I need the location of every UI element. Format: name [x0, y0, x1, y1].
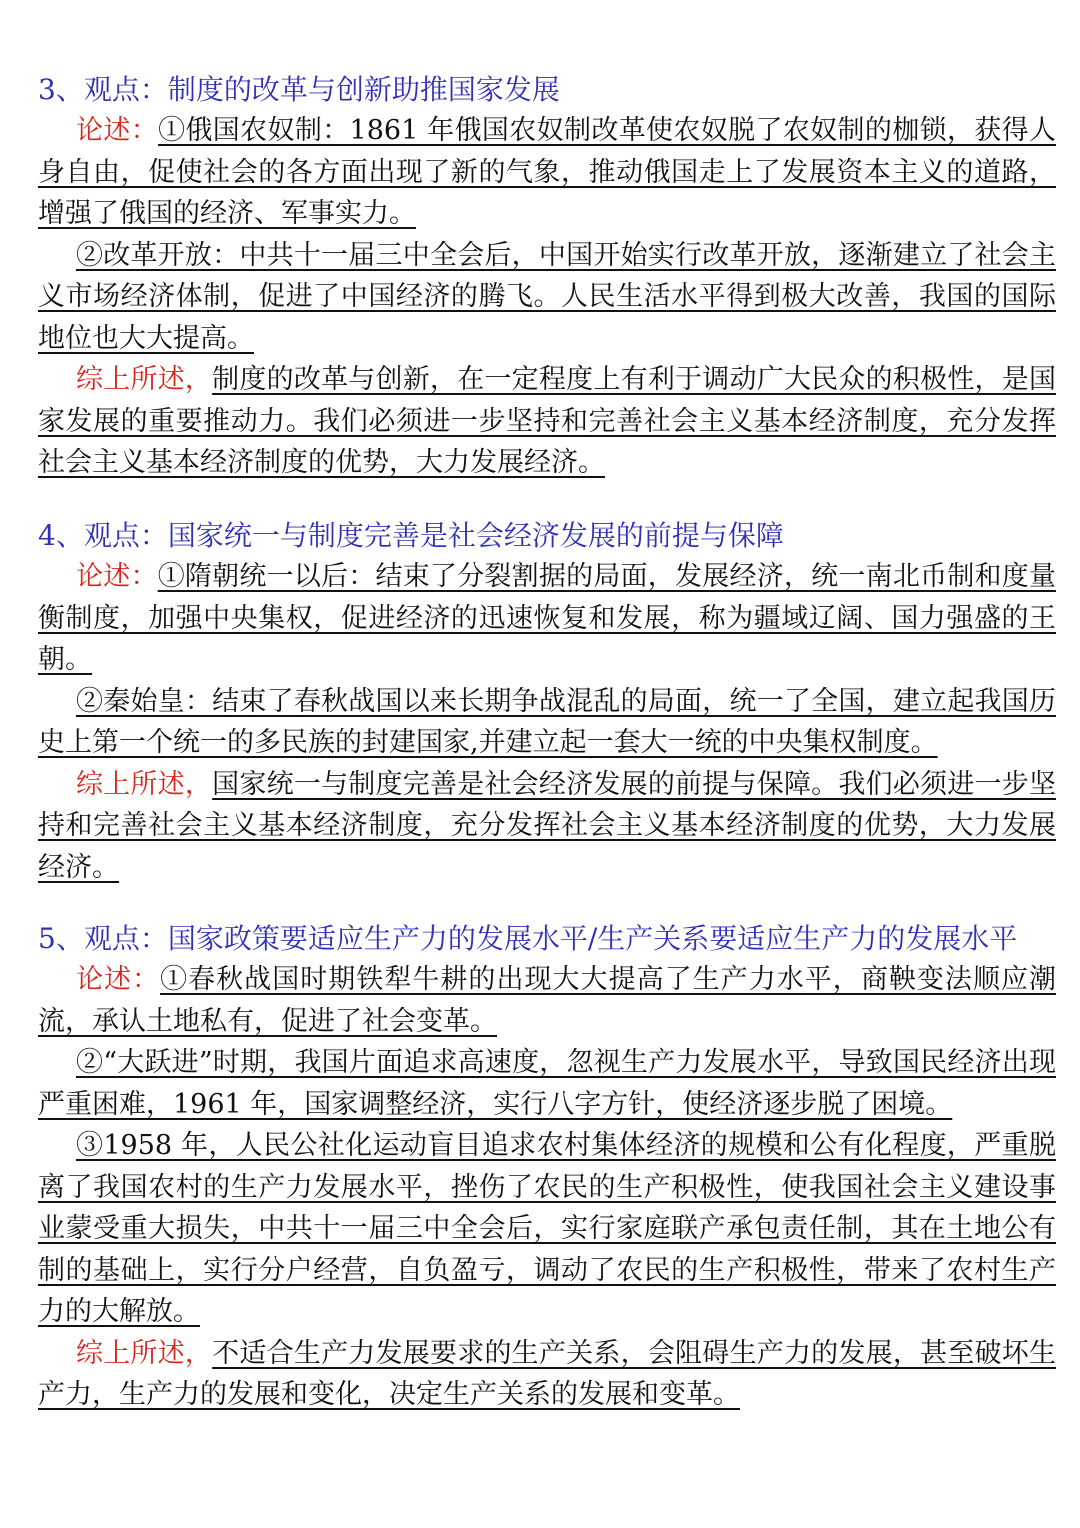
argument-lead: 论述：	[76, 964, 161, 995]
argument-text: ②改革开放：中共十一届三中全会后，中国开始实行改革开放，逐渐建立了社会主义市场经济体制，促进了中国经济的腾飞。人民生活水平得到极大改善，我国的国际地位也大大提高。	[38, 239, 1056, 354]
argument-text: ②“大跃进”时期，我国片面追求高速度，忽视生产力发展水平，导致国民经济出现严重困难，1961 年，国家调整经济，实行八字方针，使经济逐步脱了困境。	[38, 1047, 1056, 1120]
argument-paragraph	[38, 1125, 1056, 1333]
conclusion-paragraph	[38, 359, 1056, 484]
argument-paragraph	[38, 235, 1056, 360]
section-heading: 5、观点：国家政策要适应生产力的发展水平/生产关系要适应生产力的发展水平	[38, 922, 1018, 955]
argument-lead: 论述：	[76, 115, 159, 146]
section-heading: 3、观点：制度的改革与创新助推国家发展	[38, 73, 560, 106]
section-5	[38, 919, 1056, 1416]
argument-text: ①俄国农奴制：1861 年俄国农奴制改革使农奴脱了农奴制的枷锁，获得人身自由，促使社会的各方面出现了新的气象，推动俄国走上了发展资本主义的道路，增强了俄国的经济、军事实力。	[38, 115, 1057, 229]
conclusion-text: 制度的改革与创新，在一定程度上有利于调动广大民众的积极性，是国家发展的重要推动力。我们必须进一步坚持和完善社会主义基本经济制度，充分发挥社会主义基本经济制度的优势，大力发展经济。	[38, 364, 1057, 478]
argument-paragraph	[38, 959, 1056, 1042]
conclusion-text: 不适合生产力发展要求的生产关系，会阻碍生产力的发展，甚至破坏生产力，生产力的发展和变化，决定生产关系的发展和变革。	[38, 1337, 1057, 1410]
argument-paragraph	[38, 556, 1056, 681]
argument-paragraph	[38, 110, 1056, 235]
argument-paragraph	[38, 681, 1056, 764]
section-3	[38, 70, 1056, 484]
argument-text: ①隋朝统一以后：结束了分裂割据的局面，发展经济，统一南北币制和度量衡制度，加强中央集权，促进经济的迅速恢复和发展，称为疆域辽阔、国力强盛的王朝。	[38, 561, 1057, 675]
section-4	[38, 516, 1056, 888]
argument-text: ②秦始皇：结束了春秋战国以来长期争战混乱的局面，统一了全国，建立起我国历史上第一个统一的多民族的封建国家,并建立起一套大一统的中央集权制度。	[38, 685, 1056, 758]
argument-text: ①春秋战国时期铁犁牛耕的出现大大提高了生产力水平，商鞅变法顺应潮流，承认土地私有，促进了社会变革。	[38, 964, 1057, 1037]
conclusion-paragraph	[38, 764, 1056, 889]
argument-lead: 论述：	[76, 561, 158, 592]
conclusion-lead: 综上所述，	[76, 768, 213, 800]
argument-paragraph	[38, 1042, 1056, 1125]
argument-text: ③1958 年，人民公社化运动盲目追求农村集体经济的规模和公有化程度，严重脱离了我国农村的生产力发展水平，挫伤了农民的生产积极性，使我国社会主义建设事业蒙受重大损失，中共十一届三中全会后，实行家庭联产承包责任制，其在土地公有制的基础上，实行分户经营，自负盈亏，调动了农民的生产积极性，带来了农村生产力的大解放。	[38, 1130, 1056, 1327]
conclusion-text: 国家统一与制度完善是社会经济发展的前提与保障。我们必须进一步坚持和完善社会主义基本经济制度，充分发挥社会主义基本经济制度的优势，大力发展经济。	[38, 768, 1057, 883]
conclusion-lead: 综上所述，	[76, 1337, 213, 1369]
conclusion-paragraph	[38, 1333, 1056, 1416]
conclusion-lead: 综上所述，	[76, 364, 213, 395]
section-heading: 4、观点：国家统一与制度完善是社会经济发展的前提与保障	[38, 519, 784, 552]
